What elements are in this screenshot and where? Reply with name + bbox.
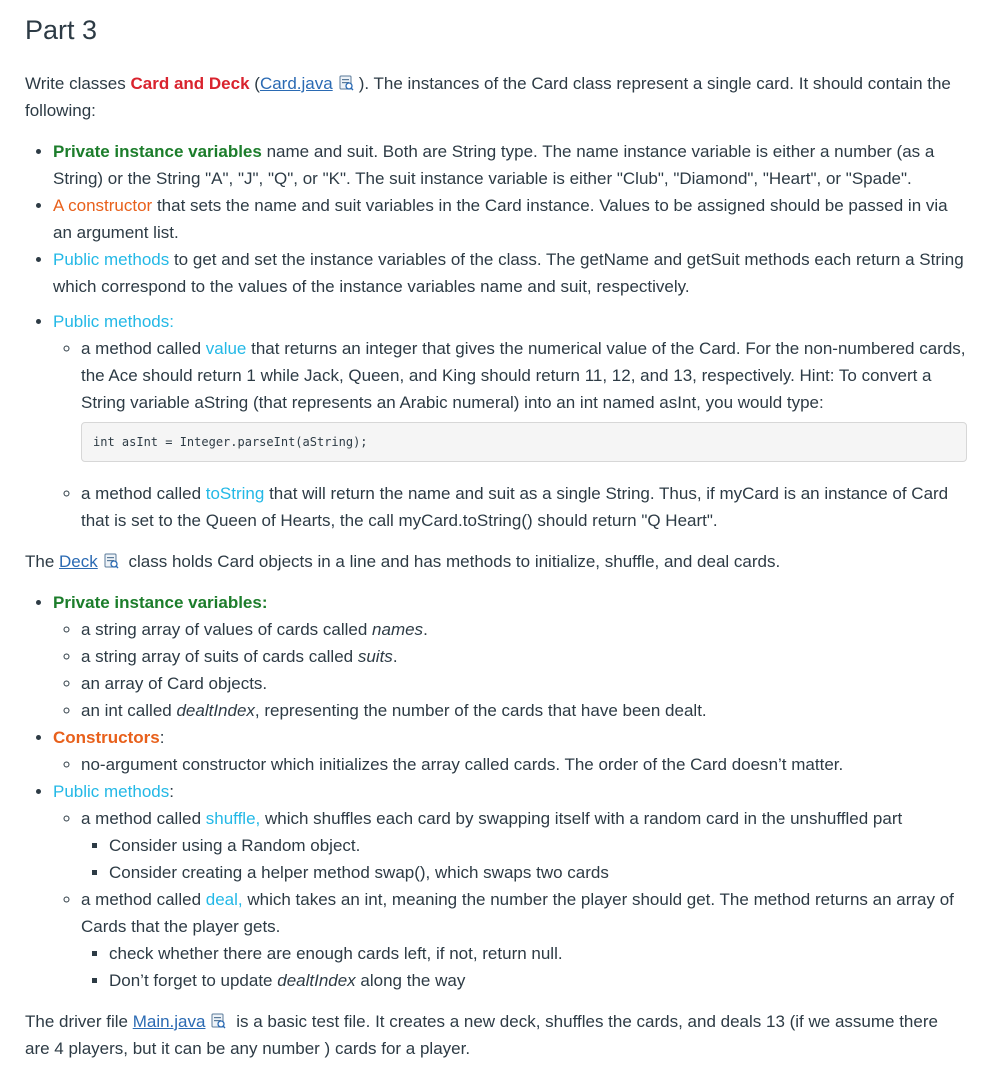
list-item-text: which shuffles each card by swapping itself with a random card in the unshuffled part [260, 809, 903, 828]
list-item-text: name and suit. Both are String type. The name instance variable is either a number (as a String) or the String "A", "J", "Q", or "K". The suit instance variable is either "Club", "Diamond", "Heart", or "Spade". [53, 142, 935, 188]
deck-methods-list [53, 805, 967, 994]
main-java-link[interactable]: Main.java [132, 1012, 206, 1031]
list-item-text: a method called [81, 339, 206, 358]
colon: : [169, 782, 174, 801]
private-vars-label: Private instance variables: [53, 593, 268, 612]
list-item-text: , representing the number of the cards that have been dealt. [254, 701, 707, 720]
list-item [81, 697, 967, 724]
var-name: names [372, 620, 424, 639]
list-item [81, 643, 967, 670]
list-item: ◦ no-argument constructor which initializes the array called cards. The order of the Card doesn’t matter. [81, 751, 967, 778]
list-item-text: that sets the name and suit variables in the Card instance. Values to be assigned should be passed in via an argument list. [53, 196, 948, 242]
private-vars-label: Private instance variables [53, 142, 262, 161]
list-item-text: . [423, 620, 428, 639]
list-item [81, 616, 967, 643]
tostring-method-name: toString [205, 484, 265, 503]
shuffle-hints-list [81, 832, 967, 886]
list-item-text: a method called [81, 809, 206, 828]
deck-requirements-list [25, 589, 967, 994]
file-preview-icon[interactable] [339, 75, 354, 91]
value-method-name: value [205, 339, 247, 358]
deal-hints-list [81, 940, 967, 994]
deck-intro-text: The [25, 552, 60, 571]
list-item [81, 886, 967, 994]
file-preview-icon[interactable] [104, 553, 119, 569]
intro-paren: ( [249, 74, 260, 93]
list-item-text: an int called [81, 701, 177, 720]
list-item: ▪ Consider using a Random object. [109, 832, 967, 859]
shuffle-method-name: shuffle, [205, 809, 261, 828]
list-item [53, 308, 967, 534]
file-preview-icon[interactable] [211, 1013, 226, 1029]
list-item [81, 480, 967, 534]
card-methods-list [53, 335, 967, 534]
list-item-text: an array of Card objects. [81, 674, 268, 693]
list-item-text: . [392, 647, 398, 666]
deck-intro-text: class holds Card objects in a line and has methods to initialize, shuffle, and deal cards. [123, 552, 781, 571]
deck-constructors-list [53, 751, 967, 778]
list-item [53, 192, 967, 246]
card-java-link[interactable]: Card.java [259, 74, 333, 93]
deck-intro-paragraph [25, 548, 967, 575]
list-item [53, 589, 967, 724]
constructors-label: Constructors [53, 728, 160, 747]
list-item: ▪ Consider creating a helper method swap(), which swaps two cards [109, 859, 967, 886]
code-block: int asInt = Integer.parseInt(aString); [81, 422, 967, 462]
driver-text: The driver file [25, 1012, 133, 1031]
card-requirements-list [25, 138, 967, 534]
list-item-text: that returns an integer that gives the numerical value of the Card. For the non-numbered cards, the Ace should return 1 while Jack, Queen, and King should return 11, 12, and 13, respectively. Hint: To convert a String variable aString (that represents an Arabic numeral) into an int named asInt, you would type: [81, 339, 966, 412]
public-methods-label: Public methods [53, 250, 170, 269]
list-item-text: along the way [355, 971, 466, 990]
list-item-text: a method called [81, 890, 206, 909]
list-item-text: Don’t forget to update [109, 971, 278, 990]
list-item [81, 805, 967, 886]
classes-highlight: Card and Deck [130, 74, 250, 93]
var-name: dealtIndex [277, 971, 356, 990]
constructor-label: A constructor [53, 196, 153, 215]
list-item [53, 724, 967, 778]
list-item [53, 246, 967, 300]
list-item [53, 778, 967, 994]
list-item-text: that will return the name and suit as a single String. Thus, if myCard is an instance of Card that is set to the Queen of Hearts, the call myCard.toString() should return "Q Heart". [81, 484, 949, 530]
list-item-text: a string array of suits of cards called [81, 647, 358, 666]
driver-paragraph [25, 1008, 967, 1062]
public-methods-label: Public methods: [53, 312, 174, 331]
colon: : [159, 728, 165, 747]
list-item-text: which takes an int, meaning the number the player should get. The method returns an array of Cards that the player gets. [81, 890, 954, 936]
list-item [109, 967, 967, 994]
list-item: ▪ check whether there are enough cards left, if not, return null. [109, 940, 967, 967]
intro-text-rest: ). The instances of the Card class represent a single card. It should contain the following: [25, 74, 951, 120]
list-item [81, 670, 967, 697]
deal-method-name: deal, [205, 890, 243, 909]
deck-vars-list [53, 616, 967, 724]
driver-text: is a basic test file. It creates a new deck, shuffles the cards, and deals 13 (if we assume there are 4 players, but it can be any number ) cards for a player. [25, 1012, 938, 1058]
var-name: suits [357, 647, 393, 666]
list-item-text: to get and set the instance variables of the class. The getName and getSuit methods each return a String which correspond to the values of the instance variables name and suit, respectively. [53, 250, 964, 296]
list-item-text: a string array of values of cards called [81, 620, 373, 639]
deck-link[interactable]: Deck [59, 552, 98, 571]
public-methods-label: Public methods [53, 782, 170, 801]
card-intro-paragraph [25, 70, 967, 124]
page-title: Part 3 [25, 15, 98, 45]
list-item [81, 335, 967, 462]
list-item [53, 138, 967, 192]
list-item-text: a method called [81, 484, 206, 503]
var-name: dealtIndex [176, 701, 255, 720]
intro-text: Write classes [25, 74, 131, 93]
